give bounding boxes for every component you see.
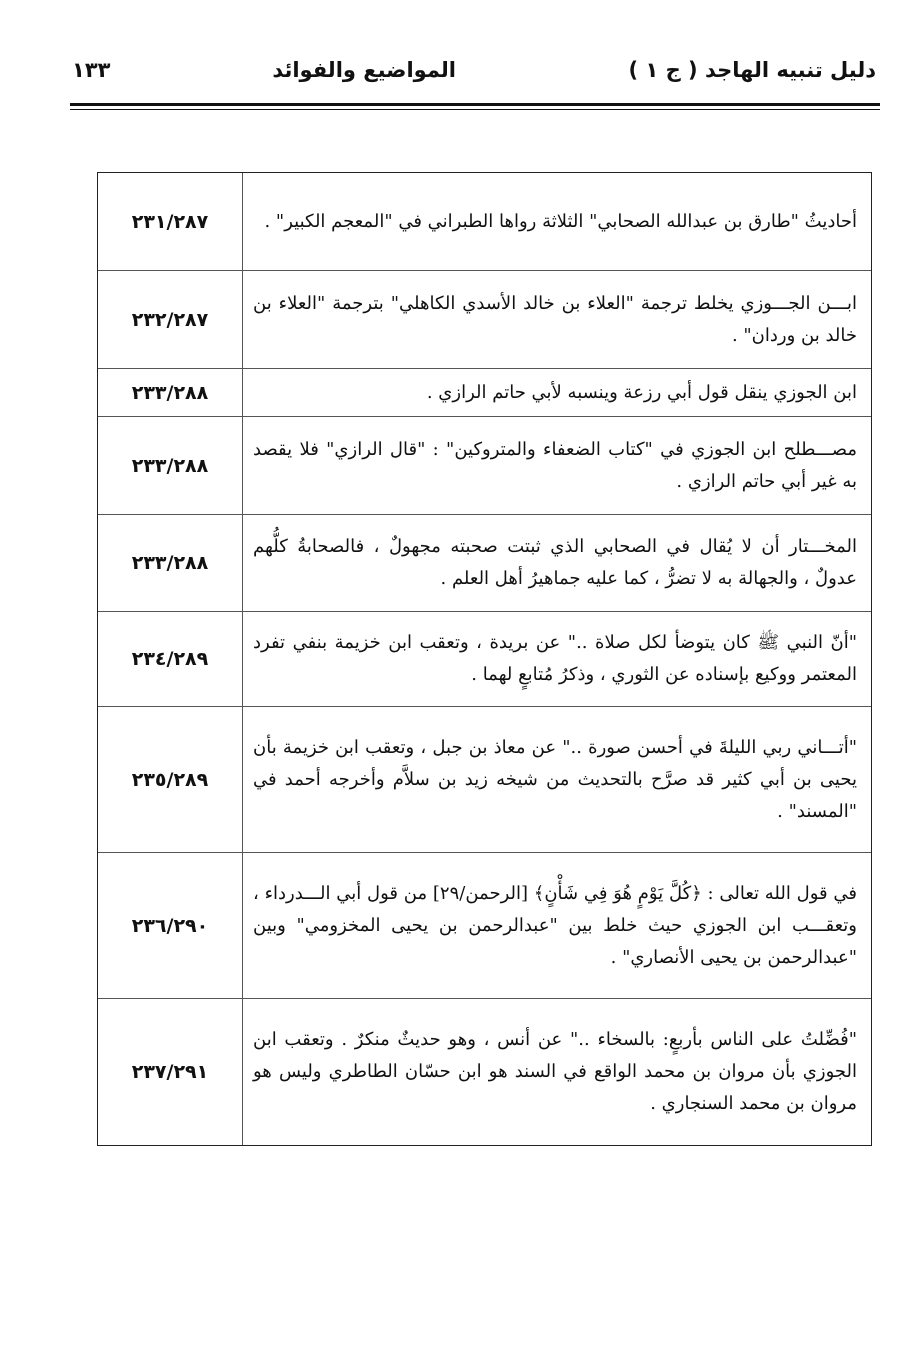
row-reference: ٢٣٣/٢٨٨ — [98, 369, 243, 416]
book-title: دليل تنبيه الهاجد ( ج ١ ) — [628, 58, 876, 82]
row-reference: ٢٣٤/٢٨٩ — [98, 612, 243, 706]
header-rule-thick — [70, 103, 880, 106]
row-reference: ٢٣٧/٢٩١ — [98, 999, 243, 1145]
row-reference: ٢٣٣/٢٨٨ — [98, 417, 243, 514]
header-rule-thin — [70, 109, 880, 110]
table-row — [98, 173, 871, 271]
page-number: ١٣٣ — [72, 58, 111, 82]
row-description: "أتـــاني ربي الليلةَ في أحسن صورة .." عن معاذ بن جبل ، وتعقب ابن خزيمة بأن يحيى بن أبي كثير قد صرَّح بالتحديث من شيخه زيد بن سلاَّم وأخرجه أحمد في "المسند" . — [253, 736, 857, 822]
table-row — [98, 417, 871, 515]
table-row — [98, 853, 871, 999]
row-description: المخـــتار أن لا يُقال في الصحابي الذي ثبتت صحبته مجهولٌ ، فالصحابةُ كلُّهم عدولٌ ، والجهالة به لا تضرُّ ، كما عليه جماهيرُ أهل العلم . — [253, 536, 857, 589]
row-reference: ٢٣٢/٢٨٧ — [98, 271, 243, 368]
table-row — [98, 271, 871, 369]
table-row — [98, 612, 871, 707]
row-description: "فُضِّلتُ على الناس بأربعٍ: بالسخاء .." عن أنس ، وهو حديثٌ منكرٌ . وتعقب ابن الجوزي بأن مروان بن محمد الواقع في السند هو ابن حسّان الطاطري وليس هو مروان بن محمد السنجاري . — [253, 1029, 857, 1114]
row-description: أحاديثُ "طارق بن عبدالله الصحابي" الثلاثة رواها الطبراني في "المعجم الكبير" . — [264, 210, 857, 232]
row-description: مصـــطلح ابن الجوزي في "كتاب الضعفاء والمتروكين" : "قال الرازي" فلا يقصد به غير أبي حاتم الرازي . — [253, 438, 857, 492]
row-reference: ٢٣٥/٢٨٩ — [98, 707, 243, 852]
row-description: في قول الله تعالى : ﴿كُلَّ يَوْمٍ هُوَ فِي شَأْنٍ﴾ [الرحمن/٢٩] من قول أبي الـــدرداء ، وتعقـــب ابن الجوزي حيث خلط بين "عبدالرحمن بن يحيى المخزومي" وبين "عبدالرحمن بن يحيى الأنصاري" . — [253, 882, 857, 968]
index-table — [97, 172, 872, 1146]
row-reference: ٢٣١/٢٨٧ — [98, 173, 243, 270]
section-title: المواضيع والفوائد — [272, 58, 456, 82]
row-description: "أنّ النبي ﷺ كان يتوضأ لكل صلاة .." عن بريدة ، وتعقب ابن خزيمة بنفي تفرد المعتمر ووكيع بإسناده عن الثوري ، وذكرُ مُتابعٍ لهما . — [253, 632, 857, 685]
row-description: ابـــن الجـــوزي يخلط ترجمة "العلاء بن خالد الأسدي الكاهلي" بترجمة "العلاء بن خالد بن وردان" . — [253, 292, 857, 346]
page-header — [62, 52, 876, 92]
table-row — [98, 515, 871, 612]
table-row — [98, 999, 871, 1145]
table-row — [98, 369, 871, 417]
row-reference: ٢٣٦/٢٩٠ — [98, 853, 243, 998]
row-description: ابن الجوزي ينقل قول أبي رزعة وينسبه لأبي حاتم الرازي . — [426, 381, 857, 403]
table-row — [98, 707, 871, 853]
row-reference: ٢٣٣/٢٨٨ — [98, 515, 243, 611]
